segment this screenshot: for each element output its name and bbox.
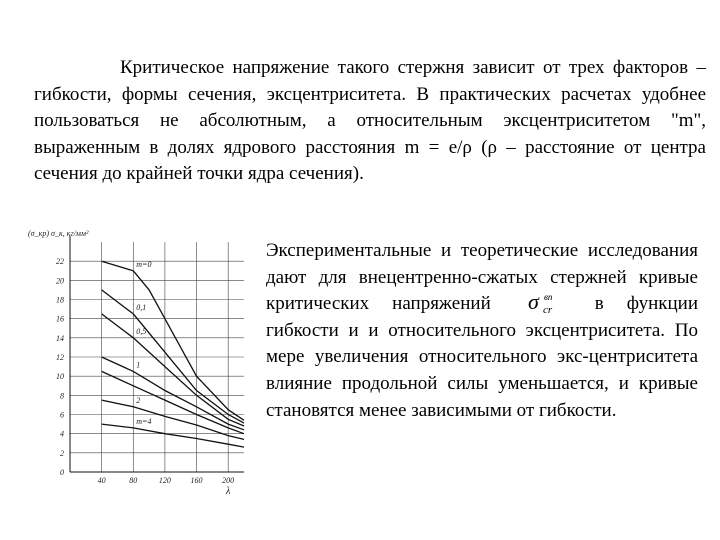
y-tick-label: 4 <box>60 429 64 439</box>
y-tick-label: 18 <box>56 295 64 305</box>
x-tick-label: 40 <box>97 476 106 485</box>
paragraph-top <box>34 55 706 188</box>
chart-series <box>102 261 244 447</box>
sigma-critical-formula <box>514 291 572 315</box>
x-tick-label: 160 <box>190 476 203 485</box>
y-tick-label: 20 <box>56 276 64 286</box>
series-label: 1 <box>136 360 141 370</box>
y-tick-label: 0 <box>60 468 64 477</box>
y-tick-label: 16 <box>56 314 64 324</box>
series-line <box>102 424 244 447</box>
y-tick-label: 10 <box>56 372 64 382</box>
y-tick-label: 22 <box>56 257 64 267</box>
paragraph-right <box>266 238 698 424</box>
y-tick-label: 8 <box>60 391 64 401</box>
chart-grid <box>70 242 244 472</box>
x-tick-label: 200 <box>222 476 235 485</box>
formula-sigma-sub: cr <box>542 304 552 316</box>
series-line <box>102 261 244 420</box>
series-label: m=0 <box>136 259 152 269</box>
x-axis-label: λ <box>226 486 231 497</box>
series-label: 0,1 <box>136 302 147 312</box>
formula-sigma-sup: вп <box>543 292 553 303</box>
chart-axes <box>70 236 244 472</box>
formula-sigma-base: σ <box>527 291 539 315</box>
paragraph-right-after: в функции гибкости и и относительного эксцентриситета. По мере увеличения относительного экс-центриситета влияние продольной силы уменьшается, и кривые становятся менее зависимыми от гибкости. <box>266 293 699 421</box>
y-tick-label: 6 <box>60 410 64 420</box>
series-label: 0,5 <box>136 326 147 336</box>
y-axis-label: (σ_кр) σ_к, кг/мм² <box>28 229 89 238</box>
y-tick-label: 14 <box>56 333 64 343</box>
y-tick-label: 2 <box>60 448 64 458</box>
series-line <box>102 371 244 433</box>
x-tick-label: 120 <box>158 476 171 485</box>
paragraph-right-before: Экспериментальные и теоретические исследования дают для внецентренно-сжатых стержней кривые критических напряжений <box>266 240 698 315</box>
y-tick-label: 12 <box>56 353 64 362</box>
paragraph-top-text: Критическое напряжение такого стержня зависит от трех факторов – гибкости, формы сечения, эксцентриситета. В практических расчетах удобнее пользоваться не абсолютным, а относительным эксцентриситетом "m", выраженным в долях ядрового расстояния m = e/ρ (ρ – расстояние от центра сечения до крайней точки ядра сечения). <box>34 57 706 184</box>
x-tick-label: 80 <box>129 476 138 485</box>
chart-labels <box>28 229 234 497</box>
series-label: 2 <box>136 395 141 405</box>
series-label: m=4 <box>136 416 152 426</box>
critical-stress-chart <box>22 222 252 500</box>
series-line <box>102 314 244 426</box>
